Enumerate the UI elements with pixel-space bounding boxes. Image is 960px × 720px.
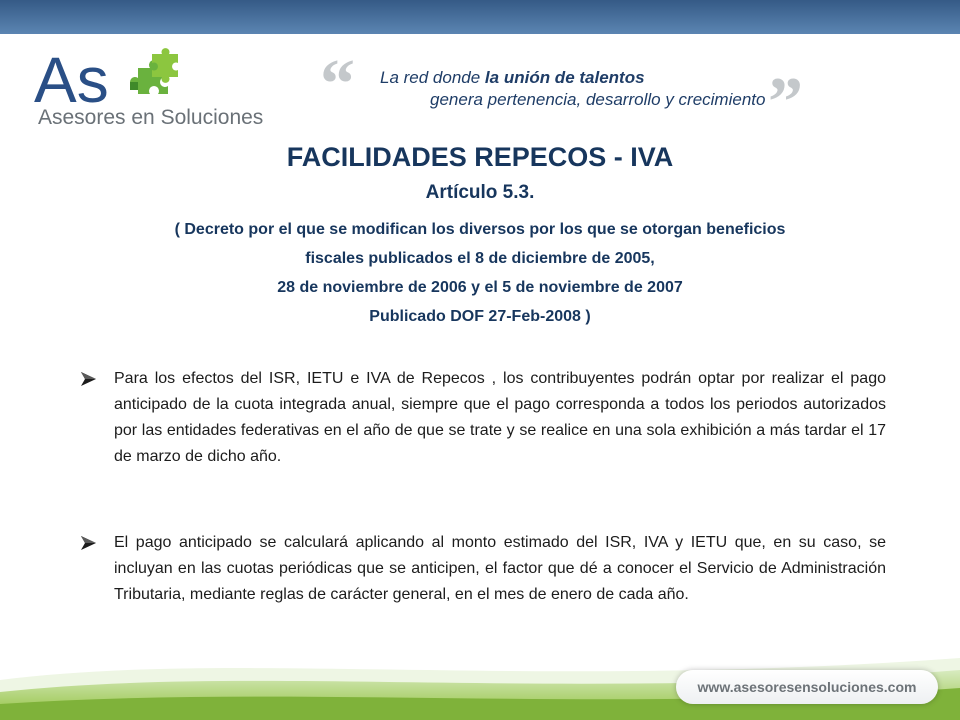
- tagline-prefix: La red donde: [380, 68, 485, 87]
- header-strip: [0, 0, 960, 34]
- decree-line: Publicado DOF 27-Feb-2008 ): [369, 308, 591, 325]
- company-logo: [34, 46, 274, 132]
- bullet-text: El pago anticipado se calculará aplicando al monto estimado del ISR, IVA y IETU que, en su caso, se incluyan en las cuotas periódicas que se anticipen, el factor que dé a conocer el Servicio de Administración Tributaria, mediante reglas de carácter general, en el mes de enero de cada año.: [114, 534, 886, 603]
- tagline: [320, 46, 820, 141]
- slide-title: FACILIDADES REPECOS - IVA: [286, 142, 674, 172]
- logo-company-name: Asesores en Soluciones: [38, 106, 264, 129]
- website-url[interactable]: www.asesoresensoluciones.com: [676, 670, 938, 704]
- tagline-line-2: genera pertenencia, desarrollo y crecimiento: [430, 90, 766, 109]
- bullet-text: Para los efectos del ISR, IETU e IVA de Repecos , los contribuyentes podrán optar por realizar el pago anticipado de la cuota integrada anual, siempre que el pago corresponda a todos los periodos autorizados por las entidades federativas en el año de que se trate y se realice en una sola exhibición a más tardar el 17 de marzo de dicho año.: [114, 370, 886, 465]
- arrow-bullet-icon: [80, 535, 98, 551]
- bullet-item: [80, 530, 886, 608]
- puzzle-icon: [130, 48, 178, 94]
- open-quote-icon: “: [320, 46, 355, 123]
- tagline-line-1: [380, 68, 645, 88]
- slide-subtitle: Artículo 5.3.: [425, 182, 535, 203]
- bullet-item: [80, 366, 886, 470]
- arrow-bullet-icon: [80, 371, 98, 387]
- close-quote-icon: ”: [768, 64, 803, 141]
- decree-line: fiscales publicados el 8 de diciembre de 2005,: [305, 250, 655, 267]
- logo-letters: As: [34, 46, 109, 108]
- decree-line: ( Decreto por el que se modifican los diversos por los que se otorgan beneficios: [174, 221, 786, 238]
- logo-mark: [34, 46, 184, 108]
- tagline-bold: la unión de talentos: [484, 68, 645, 87]
- decree-line: 28 de noviembre de 2006 y el 5 de noviembre de 2007: [277, 279, 683, 296]
- decree-reference: [60, 215, 900, 331]
